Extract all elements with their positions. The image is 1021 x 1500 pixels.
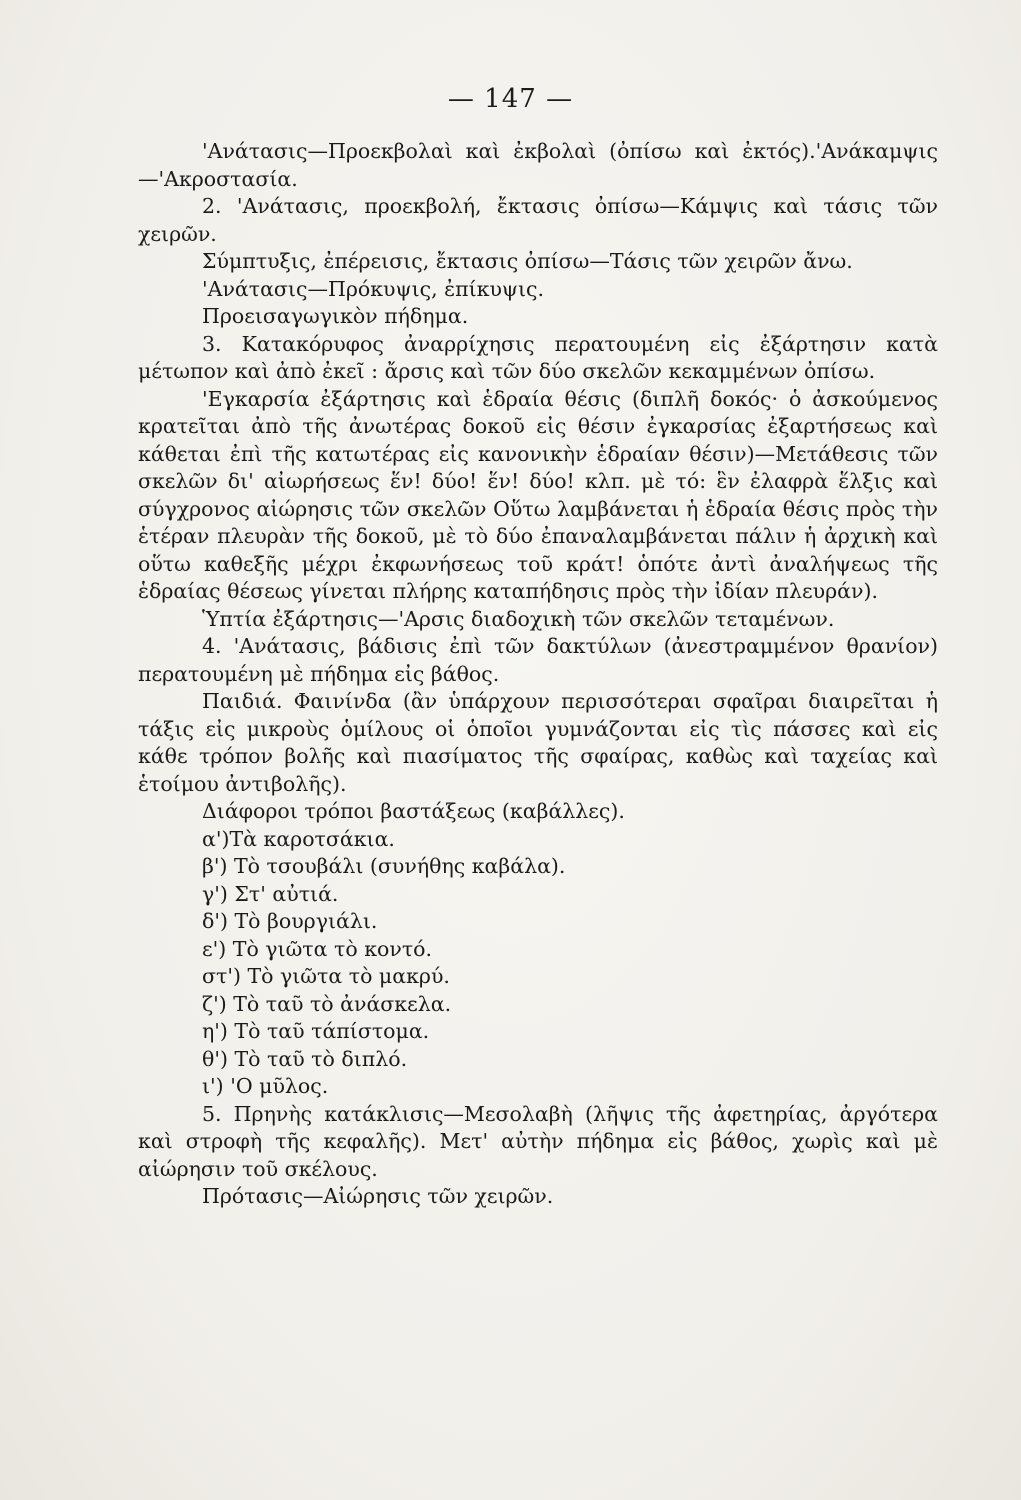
list-item: θ') Τὸ ταῦ τὸ διπλό.: [202, 1046, 408, 1071]
page-body: [138, 138, 938, 1211]
carry-methods-list: [138, 826, 938, 1101]
paragraph-symptyxis: Σύμπτυξις, ἐπέρεισις, ἔκτασις ὀπίσω—Τάσις τῶν χειρῶν ἄνω.: [202, 249, 853, 273]
paragraph-egkarsia: 'Εγκαρσία ἐξάρτησις καὶ ἑδραία θέσις (διπλῆ δοκός· ὁ ἀσκούμενος κρατεῖται ἀπὸ τῆς ἀνωτέρας δοκοῦ εἰς θέσιν ἐγκαρσίας ἐξαρτήσεως καὶ κάθεται ἐπὶ τῆς κατωτέρας εἰς κανονικὴν ἑδραίαν θέσιν)—Μετάθεσις τῶν σκελῶν δι' αἰωρήσεως ἕν! δύο! ἕν! δύο! κλπ. μὲ τό: ἓν ἐλαφρὰ ἕλξις καὶ σύγχρονος αἰώρησις τῶν σκελῶν Οὕτω λαμβάνεται ἡ ἑδραία θέσις πρὸς τὴν ἑτέραν πλευρὰν τῆς δοκοῦ, μὲ τὸ δύο ἐπαναλαμβάνεται πάλιν ἡ ἀρχικὴ καὶ οὕτω καθεξῆς μέχρι ἐκφωνήσεως τοῦ κράτ! ὁπότε ἀντὶ ἀναλήψεως τῆς ἑδραίας θέσεως γίνεται πλήρης καταπήδησις πρὸς τὴν ἰδίαν πλευράν).: [138, 386, 938, 603]
paragraph-pidima: Προεισαγωγικὸν πήδημα.: [202, 304, 469, 328]
paragraph-exercise-4: 4. 'Ανάτασις, βάδισις ἐπὶ τῶν δακτύλων (ἀνεστραμμένον θρανίον) περατουμένη μὲ πήδημα εἰς βάθος.: [138, 634, 938, 686]
list-item: στ') Τὸ γιῶτα τὸ μακρύ.: [202, 964, 450, 988]
list-item: δ') Τὸ βουργιάλι.: [202, 909, 378, 933]
paragraph-exercise-2: 2. 'Ανάτασις, προεκβολή, ἔκτασις ὀπίσω—Κάμψις καὶ τάσις τῶν χειρῶν.: [138, 194, 938, 246]
list-item: ε') Τὸ γιῶτα τὸ κοντό.: [202, 936, 433, 961]
list-item: γ') Στ' αὐτιά.: [202, 881, 339, 906]
paragraph-tropoi: Διάφοροι τρόποι βαστάξεως (καβάλλες).: [202, 799, 625, 823]
paragraph-yptia: Ὑπτία ἐξάρτησις—'Αρσις διαδοχικὴ τῶν σκελῶν τεταμένων.: [202, 606, 835, 631]
list-item: ζ') Τὸ ταῦ τὸ ἀνάσκελα.: [202, 991, 452, 1016]
paragraph-paidia: Παιδιά. Φαινίνδα (ἂν ὑπάρχουν περισσότεραι σφαῖραι διαιρεῖται ἡ τάξις εἰς μικροὺς ὁμίλους οἱ ὁποῖοι γυμνάζονται εἰς τὶς πάσσες καὶ εἰς κάθε τρόπον βολῆς καὶ πιασίματος τῆς σφαίρας, καθὼς καὶ ταχείας καὶ ἑτοίμου ἀντιβολῆς).: [138, 689, 938, 796]
paragraph-protasis: Πρότασις—Αἰώρησις τῶν χειρῶν.: [202, 1184, 554, 1208]
list-item: β') Τὸ τσουβάλι (συνήθης καβάλα).: [202, 854, 566, 878]
page-number: — 147 —: [447, 84, 574, 114]
list-item: η') Τὸ ταῦ τάπίστομα.: [202, 1019, 430, 1043]
paragraph-prokypsis: 'Ανάτασις—Πρόκυψις, ἐπίκυψις.: [202, 276, 545, 301]
list-item: ι') 'Ο μῦλος.: [202, 1074, 329, 1098]
paragraph-exercise-3: 3. Κατακόρυφος ἀναρρίχησις περατουμένη εἰς ἐξάρτησιν κατὰ μέτωπον καὶ ἀπὸ ἐκεῖ : ἄρσις καὶ τῶν δύο σκελῶν κεκαμμένων ὀπίσω.: [138, 331, 938, 383]
paragraph-anatasis-intro: 'Ανάτασις—Προεκβολαὶ καὶ ἐκβολαὶ (ὀπίσω καὶ ἐκτός).'Ανάκαμψις—'Ακροστασία.: [138, 139, 938, 191]
paragraph-exercise-5: 5. Πρηνὴς κατάκλισις—Μεσολαβὴ (λῆψις τῆς ἀφετηρίας, ἀργότερα καὶ στροφὴ τῆς κεφαλῆς). Μετ' αὐτὴν πήδημα εἰς βάθος, χωρὶς καὶ μὲ αἰώρησιν τοῦ σκέλους.: [138, 1101, 938, 1181]
list-item: α')Τὰ καροτσάκια.: [202, 826, 395, 851]
